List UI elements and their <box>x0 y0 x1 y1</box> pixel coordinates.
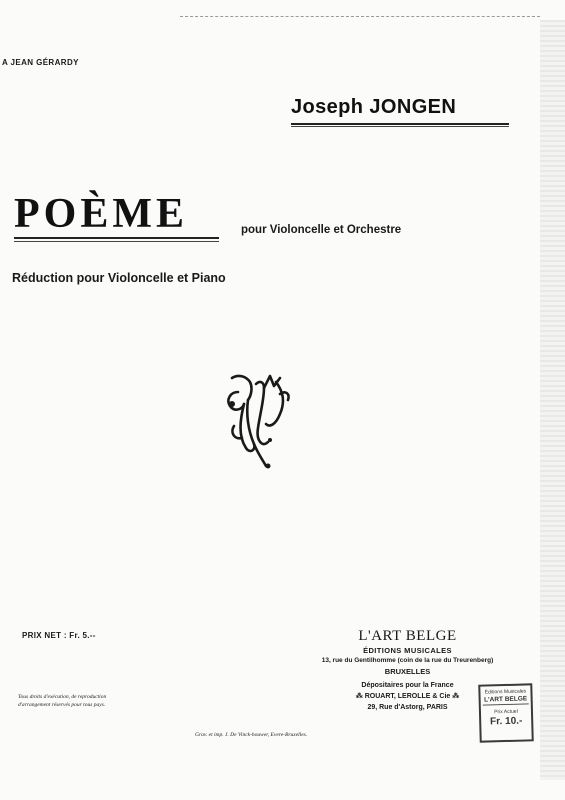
dedication: A JEAN GÉRARDY <box>2 58 79 67</box>
title-underline <box>14 237 219 239</box>
rights-line: d'arrangement réservés pour tous pays. <box>18 702 106 708</box>
ornament-icon: ⁂ <box>355 693 365 700</box>
page-title: POÈME <box>14 191 188 237</box>
composer-name: Joseph JONGEN <box>291 96 457 118</box>
monogram-icon <box>220 370 295 472</box>
scan-edge-top <box>180 0 540 17</box>
composer-underline-thin <box>291 126 509 127</box>
depot-name-text: ROUART, LEROLLE & Cie <box>364 693 451 700</box>
stamp-publisher: L'ART BELGE <box>483 695 529 705</box>
publisher-name: L'ART BELGE <box>358 628 457 644</box>
publisher-subtitle: ÉDITIONS MUSICALES <box>363 646 452 655</box>
depot-label: Dépositaires pour la France <box>361 682 454 689</box>
depot-address: 29, Rue d'Astorg, PARIS <box>367 704 448 711</box>
publisher-city: BRUXELLES <box>384 667 431 676</box>
subtitle: pour Violoncelle et Orchestre <box>241 224 402 236</box>
title-underline-thin <box>14 241 219 242</box>
rights-line: Tous droits d'exécution, de reproduction <box>18 694 107 700</box>
stamp-price: Fr. 10.- <box>489 715 523 728</box>
scan-edge-right <box>540 20 565 780</box>
reduction-note: Réduction pour Violoncelle et Piano <box>12 271 226 285</box>
ornament-icon: ⁂ <box>450 693 460 700</box>
printer-credit: Grav. et imp. J. De Vinck-houwer, Evere-Bruxelles. <box>195 732 308 738</box>
stamp-line: Éditions Musicales <box>484 688 527 696</box>
rights-notice <box>18 693 158 709</box>
composer-underline <box>291 123 509 125</box>
price-label: PRIX NET : Fr. 5.-- <box>22 631 96 640</box>
price-stamp <box>478 683 533 742</box>
stamp-line: Prix Actuel <box>494 708 518 716</box>
publisher-address: 13, rue du Gentilhomme (coin de la rue du Treurenberg) <box>321 657 494 664</box>
